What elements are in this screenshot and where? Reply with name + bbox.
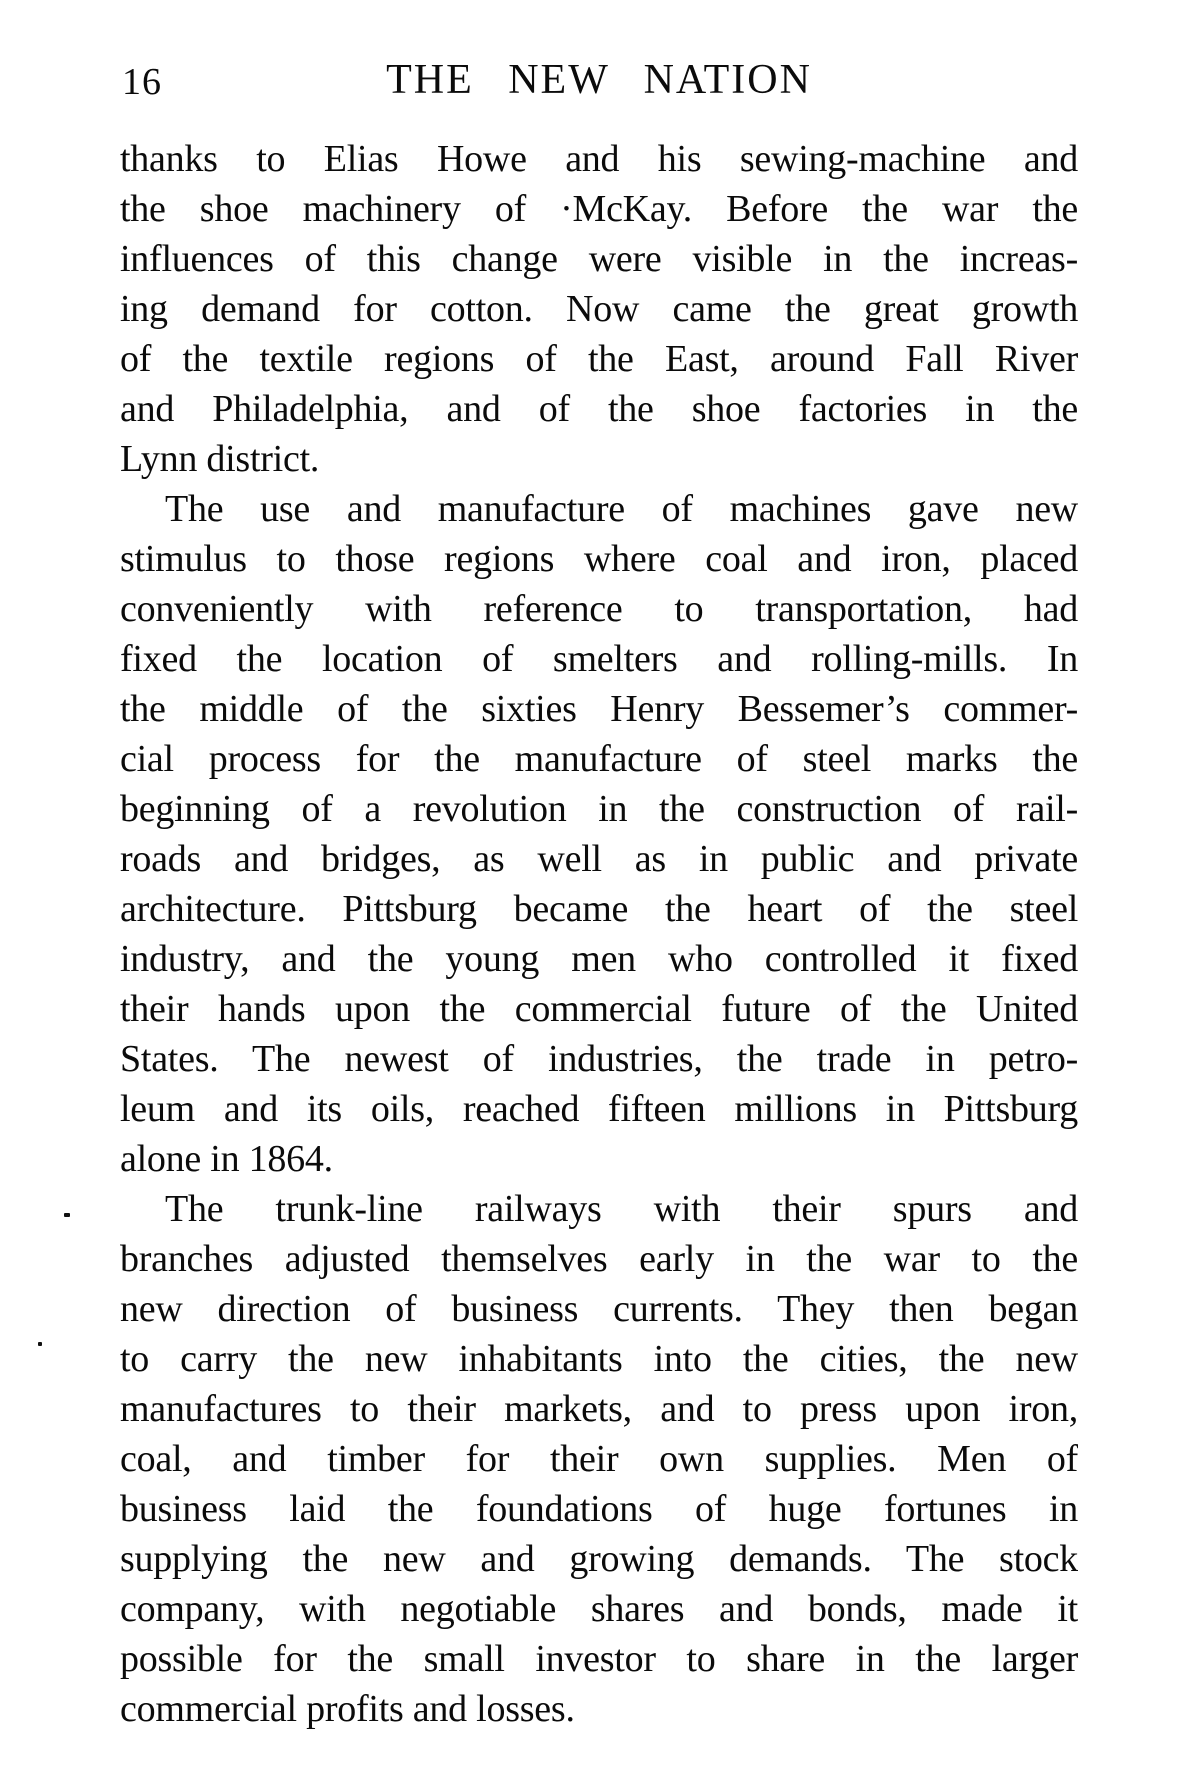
text-line: new direction of business currents. They then began bbox=[120, 1288, 1078, 1330]
text-line: thanks to Elias Howe and his sewing-machine and bbox=[120, 138, 1078, 180]
text-line: stimulus to those regions where coal and iron, placed bbox=[120, 538, 1078, 580]
text-line: influences of this change were visible in the increas- bbox=[120, 238, 1078, 280]
scan-speck bbox=[38, 1342, 42, 1346]
text-line: coal, and timber for their own supplies. Men of bbox=[120, 1438, 1078, 1480]
text-line: The use and manufacture of machines gave new bbox=[165, 488, 1078, 530]
text-line: ing demand for cotton. Now came the great growth bbox=[120, 288, 1078, 330]
text-line: Lynn district. bbox=[120, 438, 320, 480]
text-line: cial process for the manufacture of steel marks the bbox=[120, 738, 1078, 780]
text-line: supplying the new and growing demands. The stock bbox=[120, 1538, 1078, 1580]
text-line: leum and its oils, reached fifteen millions in Pittsburg bbox=[120, 1088, 1078, 1130]
text-line: and Philadelphia, and of the shoe factories in the bbox=[120, 388, 1078, 430]
text-line: to carry the new inhabitants into the cities, the new bbox=[120, 1338, 1078, 1380]
text-line: the shoe machinery of ·McKay. Before the war the bbox=[120, 188, 1078, 230]
text-line: industry, and the young men who controlled it fixed bbox=[120, 938, 1078, 980]
text-line: The trunk-line railways with their spurs and bbox=[165, 1188, 1078, 1230]
text-line: conveniently with reference to transportation, had bbox=[120, 588, 1078, 630]
text-line: alone in 1864. bbox=[120, 1138, 333, 1180]
text-line: company, with negotiable shares and bonds, made it bbox=[120, 1588, 1078, 1630]
text-line: commercial profits and losses. bbox=[120, 1688, 575, 1730]
text-line: architecture. Pittsburg became the heart of the steel bbox=[120, 888, 1078, 930]
text-line: branches adjusted themselves early in the war to the bbox=[120, 1238, 1078, 1280]
text-line: the middle of the sixties Henry Bessemer’s commer- bbox=[120, 688, 1078, 730]
text-line: of the textile regions of the East, around Fall River bbox=[120, 338, 1078, 380]
text-line: States. The newest of industries, the trade in petro- bbox=[120, 1038, 1078, 1080]
page-number: 16 bbox=[122, 61, 162, 103]
text-line: roads and bridges, as well as in public and private bbox=[120, 838, 1078, 880]
text-line: beginning of a revolution in the construction of rail- bbox=[120, 788, 1078, 830]
page-body bbox=[120, 134, 1078, 1734]
text-line: business laid the foundations of huge fortunes in bbox=[120, 1488, 1078, 1530]
text-line: possible for the small investor to share in the larger bbox=[120, 1638, 1078, 1680]
running-header: THE NEW NATION bbox=[386, 57, 812, 103]
text-line: manufactures to their markets, and to press upon iron, bbox=[120, 1388, 1078, 1430]
scan-speck bbox=[64, 1213, 70, 1217]
text-line: fixed the location of smelters and rolling-mills. In bbox=[120, 638, 1078, 680]
text-line: their hands upon the commercial future of the United bbox=[120, 988, 1078, 1030]
